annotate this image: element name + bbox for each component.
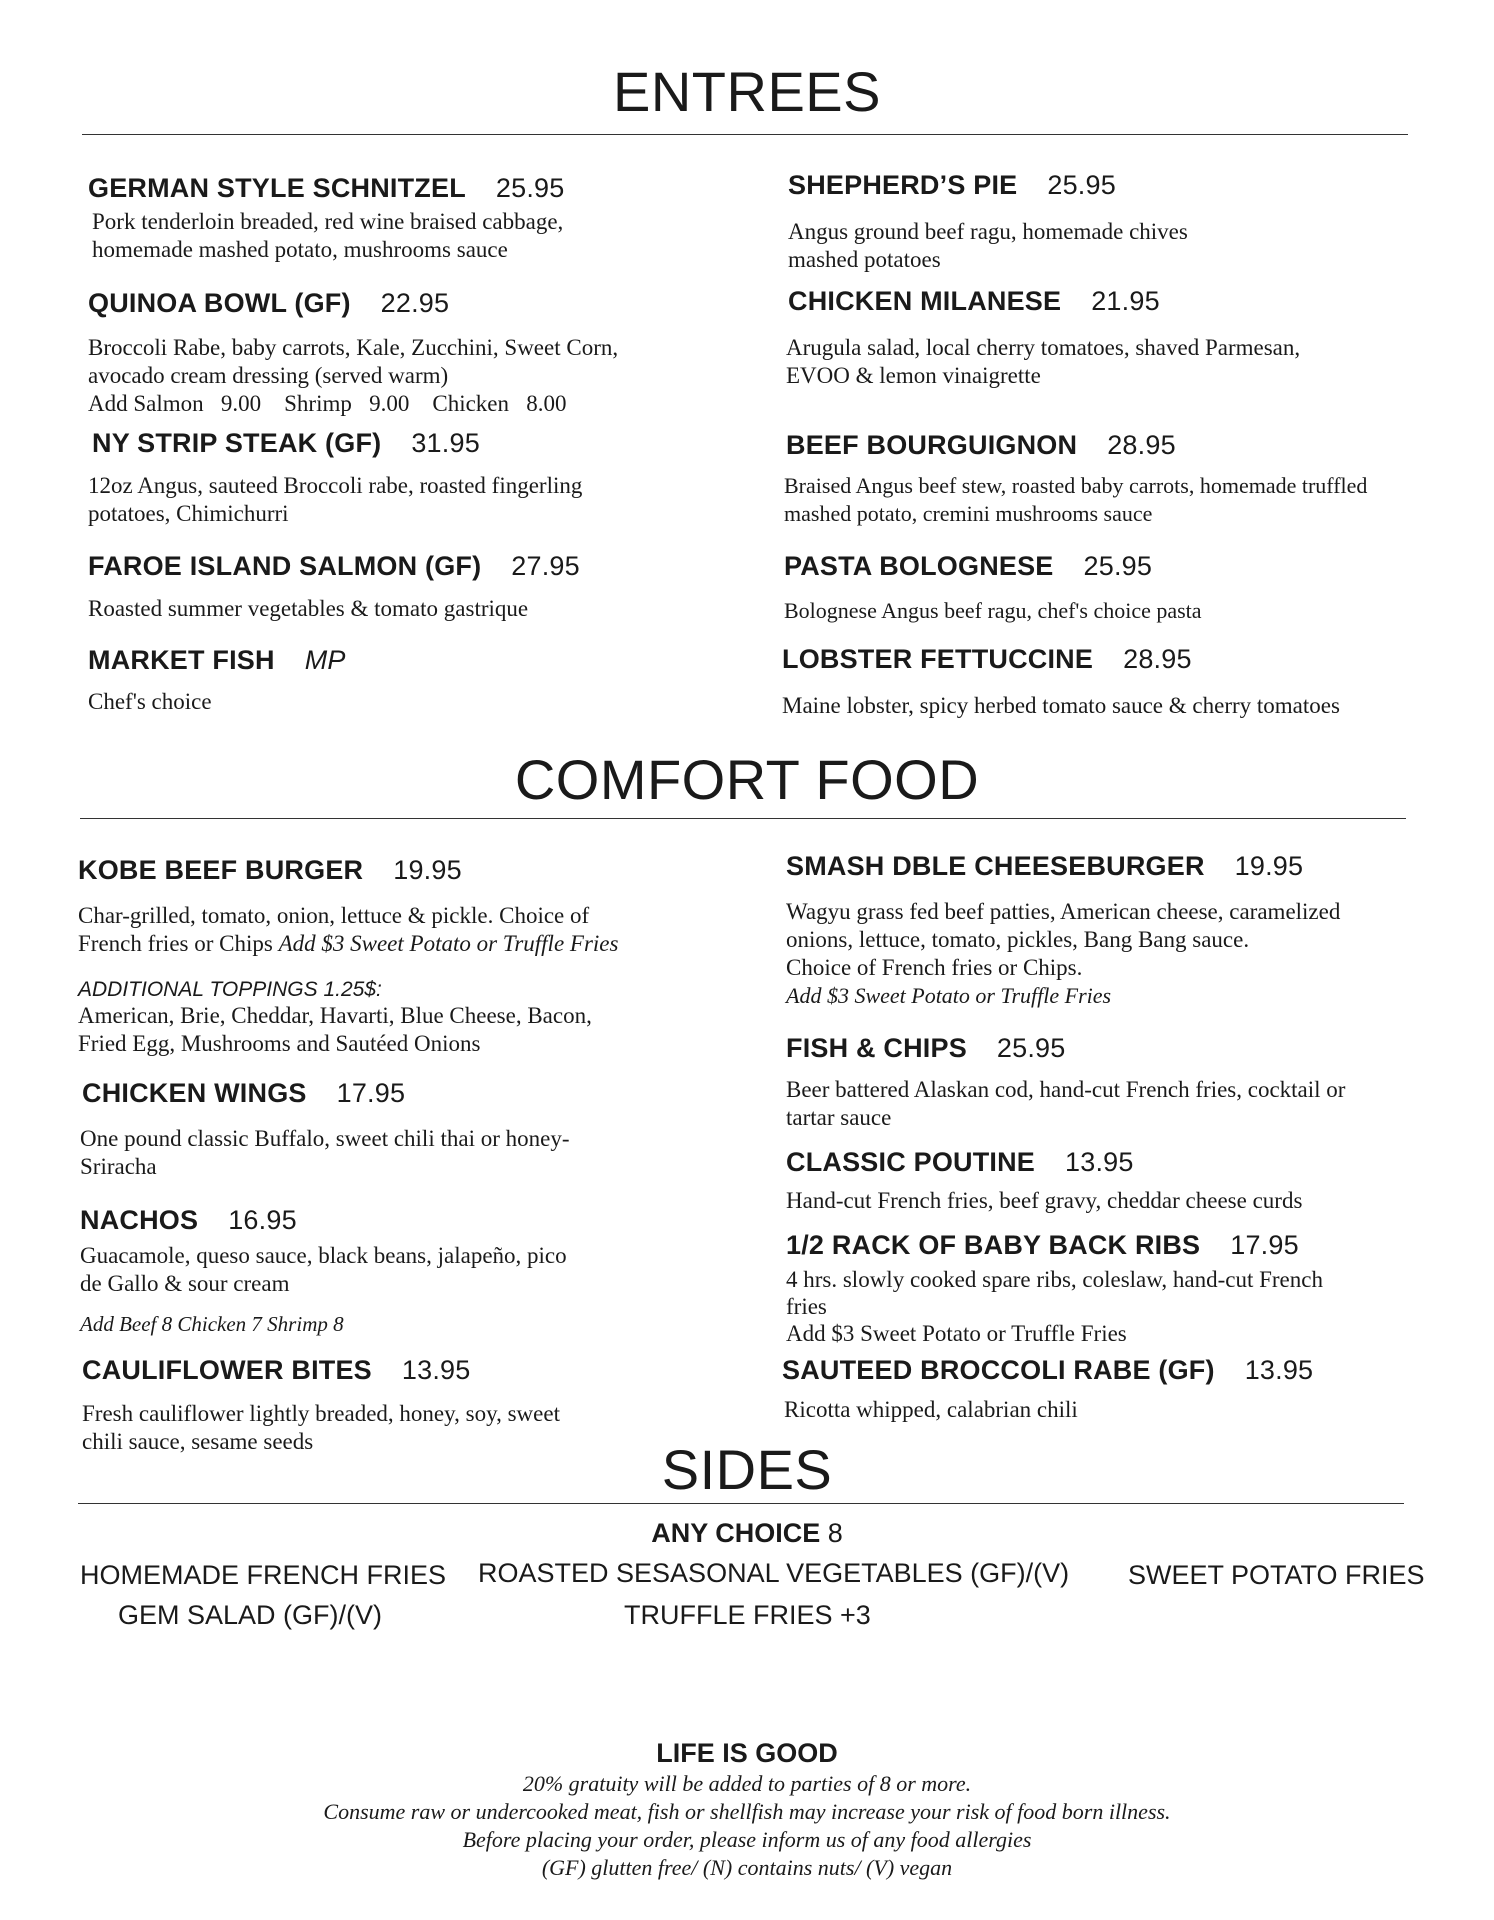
footer-line: 20% gratuity will be added to parties of 8 or more. bbox=[522, 1771, 972, 1796]
menu-item-price: 25.95 bbox=[996, 1033, 1066, 1063]
menu-item-description: Pork tenderloin breaded, red wine braised cabbage, homemade mashed potato, mushrooms sauce bbox=[92, 209, 564, 262]
menu-item-description: Beer battered Alaskan cod, hand-cut French fries, cocktail or tartar sauce bbox=[786, 1077, 1346, 1130]
menu-item-description: One pound classic Buffalo, sweet chili thai or honey- Sriracha bbox=[80, 1126, 570, 1179]
side-item: HOMEMADE FRENCH FRIES bbox=[80, 1560, 447, 1590]
menu-item-price: 21.95 bbox=[1091, 286, 1160, 316]
menu-item-price: 19.95 bbox=[393, 855, 462, 885]
menu-item-name: 1/2 RACK OF BABY BACK RIBS 17.95 bbox=[786, 1230, 1299, 1260]
menu-item-description: Fresh cauliflower lightly breaded, honey, soy, sweet chili sauce, sesame seeds bbox=[82, 1401, 560, 1454]
side-item: ROASTED SESASONAL VEGETABLES (GF)/(V) bbox=[478, 1558, 1070, 1588]
menu-item-description: 4 hrs. slowly cooked spare ribs, coleslaw, hand-cut French fries Add $3 Sweet Potato or Truffle Fries bbox=[786, 1267, 1323, 1346]
menu-item-description: Ricotta whipped, calabrian chili bbox=[784, 1397, 1078, 1422]
menu-item-description: Roasted summer vegetables & tomato gastrique bbox=[88, 596, 529, 621]
additional-toppings-label: ADDITIONAL TOPPINGS 1.25$: bbox=[78, 978, 382, 1001]
menu-item-name: CAULIFLOWER BITES 13.95 bbox=[82, 1355, 471, 1385]
menu-item-price: 13.95 bbox=[1065, 1147, 1134, 1177]
menu-item-price: 25.95 bbox=[1047, 170, 1116, 200]
sides-title: SIDES bbox=[661, 1438, 833, 1501]
menu-item-name: GERMAN STYLE SCHNITZEL 25.95 bbox=[88, 173, 565, 203]
entrees-divider bbox=[82, 134, 1408, 135]
menu-item-price: 22.95 bbox=[380, 288, 450, 318]
menu-item-name: NY STRIP STEAK (GF) 31.95 bbox=[92, 428, 480, 458]
footer-line: Consume raw or undercooked meat, fish or shellfish may increase your risk of food born illness. bbox=[323, 1799, 1171, 1824]
menu-item-name: FAROE ISLAND SALMON (GF) 27.95 bbox=[88, 551, 580, 581]
menu-item-name: MARKET FISH MP bbox=[88, 645, 346, 675]
menu-item-price: 19.95 bbox=[1234, 851, 1304, 881]
upgrade-note: Add $3 Sweet Potato or Truffle Fries bbox=[786, 983, 1112, 1008]
menu-item-name: NACHOS 16.95 bbox=[80, 1205, 297, 1235]
menu-item-name: KOBE BEEF BURGER 19.95 bbox=[78, 855, 462, 885]
menu-item-description: 12oz Angus, sauteed Broccoli rabe, roasted fingerling potatoes, Chimichurri bbox=[88, 473, 583, 526]
menu-item-price: 16.95 bbox=[228, 1205, 297, 1235]
side-item: TRUFFLE FRIES +3 bbox=[624, 1600, 871, 1630]
footer-line: (GF) glutten free/ (N) contains nuts/ (V) vegan bbox=[541, 1855, 953, 1880]
upgrade-note: Add $3 Sweet Potato or Truffle Fries bbox=[278, 931, 619, 956]
menu-item-price: 28.95 bbox=[1123, 644, 1192, 674]
menu-item-name: CLASSIC POUTINE 13.95 bbox=[786, 1147, 1134, 1177]
menu-item-description: Hand-cut French fries, beef gravy, cheddar cheese curds bbox=[786, 1188, 1303, 1213]
menu-item-name: SMASH DBLE CHEESEBURGER 19.95 bbox=[786, 851, 1304, 881]
menu-item-price: 28.95 bbox=[1107, 430, 1176, 460]
toppings-list: American, Brie, Cheddar, Havarti, Blue Cheese, Bacon, Fried Egg, Mushrooms and Sautéed Onions bbox=[78, 1003, 592, 1056]
menu-item-description: Broccoli Rabe, baby carrots, Kale, Zucchini, Sweet Corn, avocado cream dressing (served warm) Add Salmon 9.00 Shrimp 9.00 Chicken 8.00 bbox=[88, 335, 619, 416]
menu-item-name: CHICKEN WINGS 17.95 bbox=[82, 1078, 406, 1108]
entrees-title: ENTREES bbox=[613, 60, 881, 123]
sides-divider bbox=[78, 1503, 1404, 1504]
menu-item-price: 13.95 bbox=[1244, 1355, 1314, 1385]
menu-item-price: 25.95 bbox=[1083, 551, 1153, 581]
menu-item-description: Bolognese Angus beef ragu, chef's choice pasta bbox=[784, 598, 1202, 623]
menu-item-name: SHEPHERD’S PIE 25.95 bbox=[788, 170, 1116, 200]
menu-item-price: 31.95 bbox=[411, 428, 480, 458]
menu-item-description: Guacamole, queso sauce, black beans, jalapeño, pico de Gallo & sour cream bbox=[80, 1243, 567, 1296]
any-choice-price: 8 bbox=[827, 1518, 843, 1548]
menu-item-description: Angus ground beef ragu, homemade chives mashed potatoes bbox=[788, 219, 1188, 272]
menu-item-description: Wagyu grass fed beef patties, American cheese, caramelized onions, lettuce, tomato, pickles, Bang Bang sauce. Choice of French fries or Chips. Add $3 Sweet Potato or Truffle Fries bbox=[786, 899, 1341, 1008]
menu-item-price: MP bbox=[304, 645, 346, 675]
menu-item-price: 17.95 bbox=[336, 1078, 406, 1108]
menu-item-description: Arugula salad, local cherry tomatoes, shaved Parmesan, EVOO & lemon vinaigrette bbox=[786, 335, 1301, 388]
side-item: GEM SALAD (GF)/(V) bbox=[118, 1600, 383, 1630]
any-choice-line bbox=[0, 1518, 1494, 1549]
footer-line: Before placing your order, please inform us of any food allergies bbox=[462, 1827, 1032, 1852]
menu-item-addons: Add Salmon 9.00 Shrimp 9.00 Chicken 8.00 bbox=[88, 391, 567, 416]
menu-item-addons: Add Beef 8 Chicken 7 Shrimp 8 bbox=[80, 1312, 344, 1336]
menu-item-name: FISH & CHIPS 25.95 bbox=[786, 1033, 1066, 1063]
menu-item-name: QUINOA BOWL (GF) 22.95 bbox=[88, 288, 450, 318]
menu-item-name: PASTA BOLOGNESE 25.95 bbox=[784, 551, 1153, 581]
menu-item-description: Maine lobster, spicy herbed tomato sauce & cherry tomatoes bbox=[782, 693, 1340, 718]
menu-item-price: 27.95 bbox=[511, 551, 580, 581]
menu-item-price: 25.95 bbox=[495, 173, 565, 203]
menu-item-name: LOBSTER FETTUCCINE 28.95 bbox=[782, 644, 1192, 674]
side-item: SWEET POTATO FRIES bbox=[1128, 1560, 1425, 1590]
menu-item-price: 17.95 bbox=[1230, 1230, 1299, 1260]
menu-item-name: CHICKEN MILANESE 21.95 bbox=[788, 286, 1160, 316]
menu-item-description: Chef's choice bbox=[88, 689, 212, 714]
comfort-food-divider bbox=[80, 818, 1406, 819]
comfort-food-title: COMFORT FOOD bbox=[514, 748, 980, 811]
menu-item-description: Char-grilled, tomato, onion, lettuce & pickle. Choice of French fries or Chips Add $3 Sweet Potato or Truffle Fries bbox=[78, 903, 619, 956]
menu-item-name: SAUTEED BROCCOLI RABE (GF) 13.95 bbox=[782, 1355, 1314, 1385]
any-choice-label: ANY CHOICE bbox=[651, 1518, 821, 1548]
menu-item-price: 13.95 bbox=[401, 1355, 471, 1385]
menu-item-name: BEEF BOURGUIGNON 28.95 bbox=[786, 430, 1176, 460]
menu-item-description: Braised Angus beef stew, roasted baby carrots, homemade truffled mashed potato, cremini mushrooms sauce bbox=[784, 473, 1368, 526]
footer-heading: LIFE IS GOOD bbox=[656, 1738, 838, 1768]
